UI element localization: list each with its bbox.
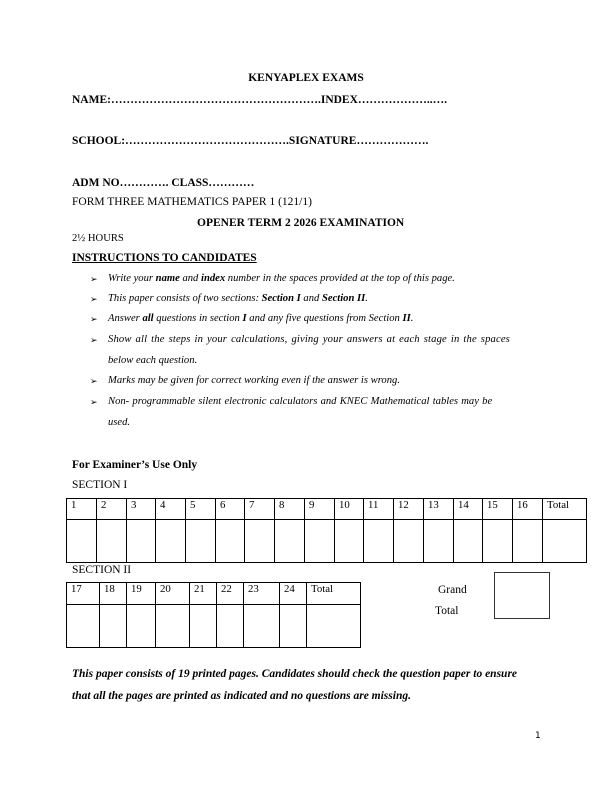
grand-total-label: Total [435,605,459,617]
section2-label: SECTION II [72,564,132,576]
column-header: 24 [280,583,307,605]
column-header: 1 [67,499,97,520]
column-header: 16 [513,499,543,520]
index-label: INDEX………………..…. [320,94,448,106]
grand-label: Grand [438,584,467,596]
score-cell[interactable] [280,605,307,648]
total-cell[interactable] [543,520,587,563]
section1-label: SECTION I [72,479,128,491]
arrow-bullet-icon: ➢ [90,335,98,345]
adm-class-field[interactable]: ADM NO…………. CLASS………… [72,177,255,189]
score-cell[interactable] [217,605,244,648]
score-cell[interactable] [100,605,127,648]
score-cell[interactable] [156,520,186,563]
examiner-heading: For Examiner’s Use Only [72,459,198,471]
duration: 2½ HOURS [72,233,124,244]
column-header: 9 [305,499,335,520]
exam-title: OPENER TERM 2 2026 EXAMINATION [197,217,405,229]
page-count-note-line2: that all the pages are printed as indicated and no questions are missing. [72,690,411,702]
section2-header-row [67,583,361,605]
score-cell[interactable] [513,520,543,563]
column-header: 10 [335,499,364,520]
column-header: 12 [394,499,424,520]
column-header: 8 [275,499,305,520]
page-number: 1 [535,731,541,741]
section2-score-row [67,605,361,648]
score-cell[interactable] [186,520,216,563]
score-cell[interactable] [244,605,280,648]
column-header: 2 [97,499,127,520]
column-header: Total [543,499,587,520]
name-field[interactable] [72,94,447,106]
column-header: 20 [156,583,190,605]
score-cell[interactable] [216,520,245,563]
column-header: 5 [186,499,216,520]
score-cell[interactable] [190,605,217,648]
section1-header-row [67,499,587,520]
score-cell[interactable] [483,520,513,563]
arrow-bullet-icon: ➢ [90,294,98,304]
score-cell[interactable] [97,520,127,563]
section2-score-table [66,582,361,648]
name-label: NAME:………………………………………………. [72,94,321,106]
score-cell[interactable] [245,520,275,563]
column-header: 6 [216,499,245,520]
grand-total-box[interactable] [494,572,550,619]
signature-label: SIGNATURE………………. [288,135,429,147]
column-header: Total [307,583,361,605]
section1-score-table [66,498,587,563]
score-cell[interactable] [454,520,483,563]
score-cell[interactable] [156,605,190,648]
score-cell[interactable] [67,520,97,563]
column-header: 14 [454,499,483,520]
column-header: 13 [424,499,454,520]
score-cell[interactable] [275,520,305,563]
column-header: 23 [244,583,280,605]
school-label: SCHOOL:……………………………………. [72,135,289,147]
score-cell[interactable] [424,520,454,563]
score-cell[interactable] [364,520,394,563]
page-count-note-line1: This paper consists of 19 printed pages. Candidates should check the question paper to ensure [72,668,518,680]
section1-score-row [67,520,587,563]
arrow-bullet-icon: ➢ [90,376,98,386]
column-header: 4 [156,499,186,520]
score-cell[interactable] [67,605,100,648]
column-header: 11 [364,499,394,520]
score-cell[interactable] [127,605,156,648]
arrow-bullet-icon: ➢ [90,274,98,284]
arrow-bullet-icon: ➢ [90,397,98,407]
total-cell[interactable] [307,605,361,648]
column-header: 3 [127,499,156,520]
score-cell[interactable] [394,520,424,563]
arrow-bullet-icon: ➢ [90,314,98,324]
column-header: 7 [245,499,275,520]
column-header: 19 [127,583,156,605]
column-header: 18 [100,583,127,605]
column-header: 21 [190,583,217,605]
subject-line: FORM THREE MATHEMATICS PAPER 1 (121/1) [72,196,312,208]
school-field[interactable] [72,135,428,147]
column-header: 22 [217,583,244,605]
score-cell[interactable] [305,520,335,563]
document-title: KENYAPLEX EXAMS [248,72,364,84]
score-cell[interactable] [127,520,156,563]
score-cell[interactable] [335,520,364,563]
column-header: 15 [483,499,513,520]
instructions-heading: INSTRUCTIONS TO CANDIDATES [72,252,257,264]
column-header: 17 [67,583,100,605]
